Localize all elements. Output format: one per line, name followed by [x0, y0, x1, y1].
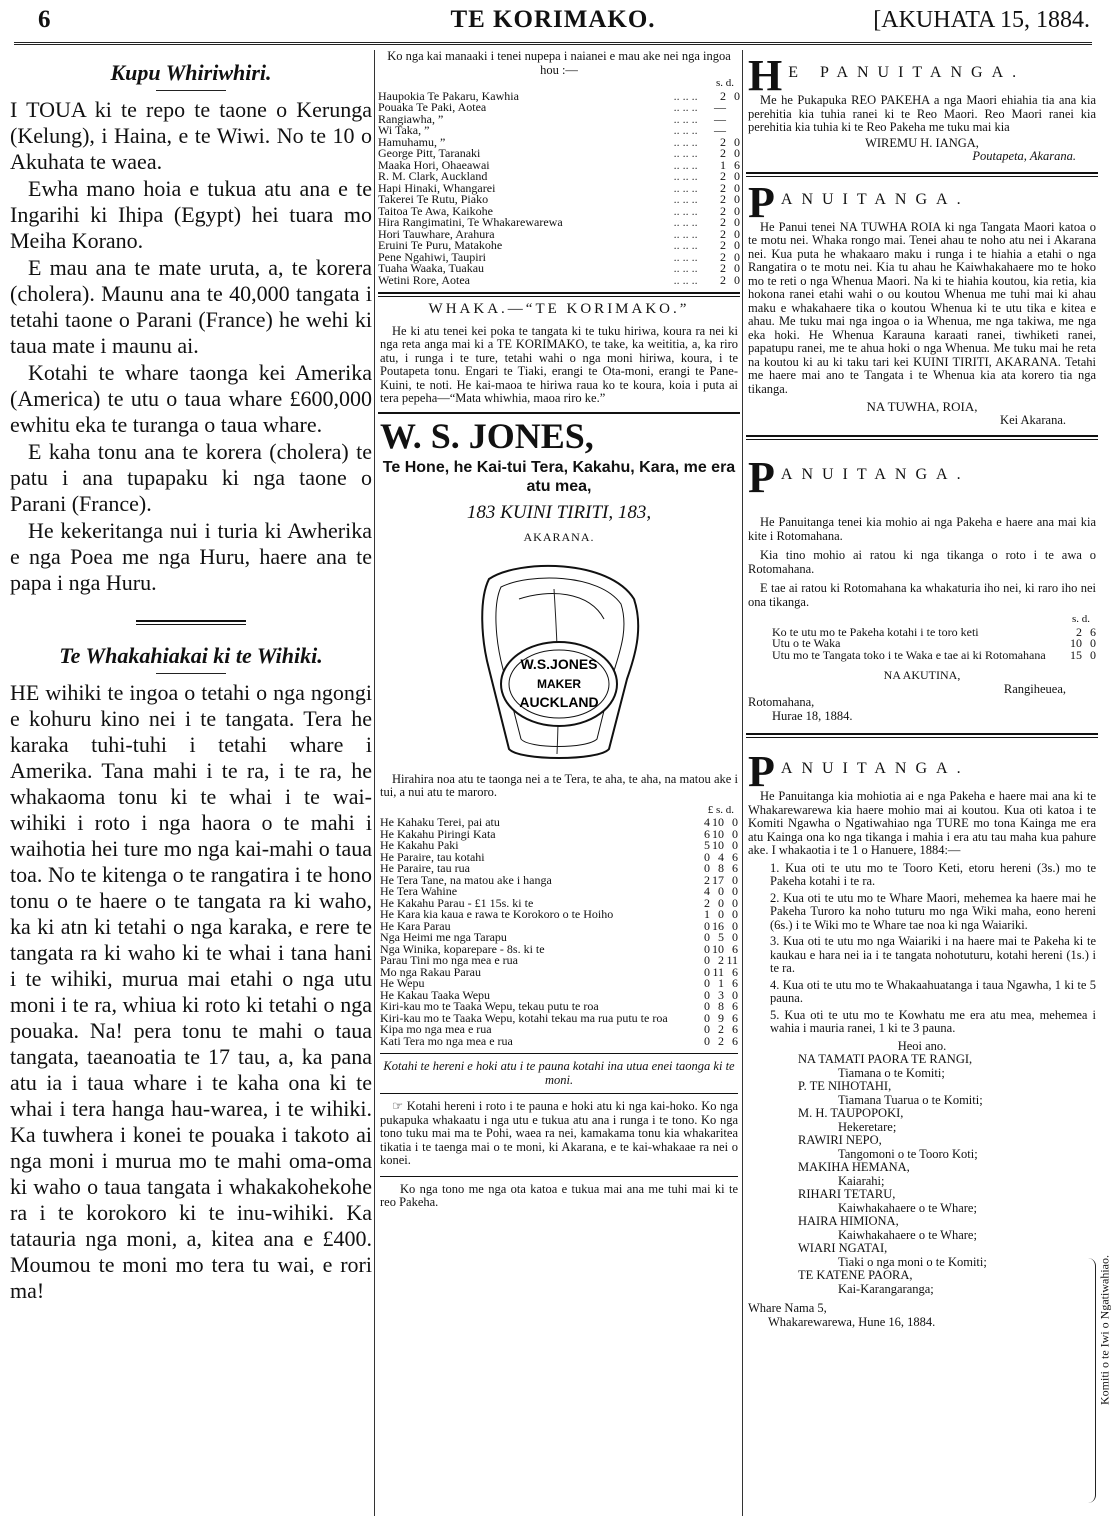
fare-item: Utu o te Waka [772, 636, 841, 650]
amount-shillings: 2 [720, 134, 726, 149]
advert-heading [748, 183, 1096, 221]
advert-heading [748, 752, 1096, 790]
drop-cap: P [748, 458, 775, 496]
paragraph: E kaha tonu ana te korera (cholera) te patu i ana tupapaku ki nga taone o Parani (France). [10, 439, 372, 516]
signatory-role: Kaiwhakahaere o te Whare; [838, 1227, 977, 1242]
amount-pence [726, 102, 740, 114]
order-note [380, 1100, 738, 1168]
rules-list [748, 862, 1096, 1036]
signatory-name: MAKIHA HEMANA, [798, 1160, 910, 1174]
signatories-brace [1088, 1258, 1096, 1503]
advert-paragraph: Kia tino mohio ai ratou ki nga tikanga o roto i te awa o Rotomahana. [748, 548, 1096, 576]
subscriber-name: Pouaka Te Paki, Aotea [378, 100, 487, 114]
price-pence: 0 [732, 907, 738, 921]
price-pence: 6 [732, 1010, 738, 1025]
paragraph: Ewha mano hoia e tukua atu ana e te Ingarihi ki Ihipa (Egypt) hei tuara mo Meiha Korano. [10, 176, 372, 253]
price-item: Parau Tini mo nga mea e rua [380, 953, 518, 967]
amount-shillings: 2 [720, 88, 726, 103]
advertiser-address: 183 KUINI TIRITI, 183, [466, 501, 652, 523]
fare-pence: 0 [1090, 647, 1096, 662]
advert-rotomahana [746, 458, 1098, 735]
leader-dots: .. .. .. [673, 238, 698, 252]
advert-title: ANUITANGA. [780, 190, 970, 208]
subscriber-name: Wetini Rore, Aotea [378, 272, 471, 287]
price-shillings: 9 [718, 1010, 724, 1025]
price-pence: 0 [732, 838, 738, 852]
signatory-role: Tiaki o nga moni o te Komiti; [838, 1254, 987, 1269]
advert-text: Me he Pukapuka REO PAKEHA a nga Maori ehiahia tia ana kia perehitia kia tuhia ranei ki te Reo Maori. Reo Maori ranei kia perehitia kia tuhia ki te Reo Pakeha me tuku mai kia [748, 93, 1096, 134]
table-row [378, 275, 740, 287]
advert-title: ANUITANGA. [780, 466, 970, 483]
signatory [798, 1134, 1056, 1161]
signatory [798, 1080, 1056, 1107]
signature-place: Poutapeta, Akarana. [972, 149, 1076, 163]
notice-text: He ki atu tenei kei poka te tangata ki te tuku hiriwa, koura ra nei ki nga reta anga mai ki a TE KORIMAKO, te take, ka weititia, a, ka riro atu, i runga i te ture, tetahi wahi o nga moni hiriwa, koura, i te Poutapeta tonu. Engari te Tiaki, erangi te Ota-moni, erangi te Pane-Kuini, te noti. He kai-maoa te hiriwa raua ko te koura, koia i puta ai tera pepeha—“Mata whiwhia, maoa riro ke.” [380, 323, 738, 405]
column-divider [374, 50, 375, 1516]
signatory-name: HAIRA HIMIONA, [798, 1214, 899, 1228]
fare-pence: 6 [1090, 624, 1096, 639]
price-shillings: 5 [718, 930, 724, 944]
amount-pence: 0 [734, 249, 740, 264]
divider [746, 437, 1098, 440]
leader-dots: .. .. .. [673, 192, 698, 206]
advert-text: He Panuitanga kia mohiotia ai e nga Pakeha e haere mai ana ki te Whakarewarewa kia haere mohio mai ai koutou. Kua oti katoa i te Komiti Ngawha o Ngatiwahiao nga TURE mo tona Kainga me era atu Kainga ona ko nga tikanga i mahia i era atu tau maha kua pahure ake. I whakaotia i te 1 o Hanuere, 1884:— [748, 789, 1096, 857]
advert-heading [748, 56, 1096, 94]
price-pence: 0 [732, 872, 738, 887]
committee-side-label: Komiti o te Iwi o Ngatiwahiao. [1097, 1255, 1112, 1405]
price-pounds: 2 [704, 895, 710, 910]
amount-pence: 0 [734, 169, 740, 183]
subscriber-name: Wi Taka, ” [378, 123, 430, 137]
signatory-name: NA TAMATI PAORA TE RANGI, [798, 1052, 973, 1066]
section-heading: Te Whakahiakai ki te Wihiki. [59, 643, 323, 668]
price-item: He Kakau Taaka Wepu [380, 987, 491, 1002]
signatory-role: Tangomoni o te Tooro Koti; [838, 1146, 978, 1161]
amount-pence: 0 [734, 226, 740, 241]
subscriber-name: Taitoa Te Awa, Kaikohe [378, 203, 493, 218]
price-pounds: 2 [704, 872, 710, 887]
drop-cap: P [748, 752, 775, 790]
advert-place: Rotomahana, [748, 695, 815, 709]
amount-pence: 0 [734, 192, 740, 206]
footer-note: Ko nga tono me nga ota katoa e tukua mai ana me tuhi mai ki te reo Pakeha. [380, 1181, 738, 1209]
signatory-name: P. TE NIHOTAHI, [798, 1079, 892, 1093]
signatory-role: Tiamana o te Komiti; [838, 1065, 945, 1080]
price-shillings: 10 [712, 838, 724, 852]
advert-heading [748, 458, 1096, 496]
price-shillings: 17 [712, 872, 724, 887]
price-shillings: 11 [712, 964, 724, 979]
paragraph: HE wihiki te ingoa o tetahi o nga ngongi e kohuru kino nei i te tangata. Tera he karaka tuhi-tuhi i tetahi whare i Amerika. Tana mahi i te ra, i te ra, he whakaoma tonu ki te whai i te wai-wihiki i roto i nga haora o te mahi i waihotia hei ture mo nga kai-mahi o taua toa. No te kitenga o te rangatira i te hono tonu o te haere o te tangata ra ki waho, ka ki atn ki tetahi o nga karaka, e rere te tangata ra ki waho ki te whai i tana hani i te wihiki, murua mai etahi o nga utu moni i te ra, whiua ki roto ki tetahi o nga pouaka. Na! pera tonu te mahi o taua tangata, taeanoatia te 17 tau, a, ka pana atu ia i taua whare i te kaha ona ki te whai i tera hanga hau-warea, i te wihiki. Ka tuwhera i konei te pouaka i takoto ai nga moni i murua mo te mahi oma-oma ki waho o taua tangata i whakakohekohe ra i te korokoro ki te inu-wihiki. Ka tatauria nga moni, a, kitea ana e £400. Moumou te moni mo tera tu wai, e rori ma! [10, 680, 372, 1303]
subscriber-name: Eruini Te Puru, Matakohe [378, 238, 503, 252]
price-pounds: 6 [704, 826, 710, 841]
table-row [380, 967, 738, 979]
leader-dots: .. .. .. [673, 180, 698, 195]
subscriber-name: Takerei Te Rutu, Piako [378, 192, 489, 206]
price-item: He Paraire, tau rua [380, 861, 470, 875]
advert-whakarewarewa [746, 752, 1098, 1329]
signatory-name: WIARI NGATAI, [798, 1241, 888, 1255]
signatory-name: M. H. TAUPOPOKI, [798, 1106, 904, 1120]
price-pounds: 0 [704, 999, 710, 1013]
price-item: He Tera Wahine [380, 884, 458, 898]
price-shillings: 2 [718, 1022, 724, 1036]
signature-place: Kei Akarana. [1000, 412, 1066, 427]
signatory-name: RAWIRI NEPO, [798, 1133, 882, 1147]
price-pounds: 0 [704, 1033, 710, 1048]
table-row [772, 650, 1096, 662]
signatory [798, 1161, 1056, 1188]
fare-shillings: 10 [1070, 636, 1082, 650]
amount-shillings: 2 [720, 203, 726, 218]
price-pounds: 0 [704, 941, 710, 956]
price-unit: £ s. d. [707, 803, 734, 816]
rule-item: 4. Kua oti te utu mo te Whakaahuatanga i taua Ngawha, 1 ki te 5 pauna. [770, 977, 1096, 1005]
amount-pence: 0 [734, 146, 740, 160]
fare-table [772, 624, 1096, 662]
amount-pence: 0 [734, 180, 740, 195]
article-body [10, 680, 372, 1304]
price-pence: 0 [732, 930, 738, 944]
advert-place: Whare Nama 5, [748, 1301, 827, 1315]
leader-dots: .. .. .. [673, 88, 698, 103]
section-heading: Kupu Whiriwhiri. [110, 60, 272, 85]
saddle-stamp-line: AUCKLAND [519, 693, 599, 710]
leader-dots: .. .. .. [673, 111, 698, 126]
price-shillings: 0 [718, 895, 724, 910]
divider [380, 1176, 738, 1177]
masthead [14, 4, 1092, 40]
signatory [798, 1269, 1056, 1296]
subscriber-name: Rangiawha, ” [378, 111, 444, 126]
price-item: Kiri-kau mo te Taaka Wepu, kotahi tekau ma rua putu te roa [380, 1010, 668, 1025]
price-item: Kiri-kau mo te Taaka Wepu, tekau putu te roa [380, 999, 599, 1013]
signatory [798, 1215, 1056, 1242]
signature-place: Rangiheuea, [1003, 681, 1066, 696]
signatory-role: Kaiarahi; [838, 1173, 885, 1188]
subscriber-name: Hamuhamu, ” [378, 134, 446, 149]
signatory-name: RIHARI TETARU, [798, 1187, 896, 1201]
paragraph: He kekeritanga nui i turia ki Awherika e nga Poea me nga Huru, haere ana te papa i nga Huru. [10, 518, 372, 595]
signature-name: NA TUWHA, ROIA, [866, 399, 978, 414]
amount-pence: 0 [734, 203, 740, 218]
leader-dots: .. .. .. [673, 146, 698, 160]
price-pence: 0 [732, 826, 738, 841]
signature-name: WIREMU H. IANGA, [865, 135, 979, 150]
rule-item: 5. Kua oti te utu mo te Kowhatu me era atu mea, mehemea i wahia i mauria ranei, 1 ki te 3 pauna. [770, 1007, 1096, 1035]
price-pence: 6 [732, 1022, 738, 1036]
leader-dots: .. .. .. [673, 157, 698, 172]
amount-shillings: 2 [720, 169, 726, 183]
price-pounds: 0 [704, 976, 710, 990]
order-note-text: Kotahi hereni i roto i te pauna e hoki atu ki nga kai-hoko. Ko nga pukapuka whakaatu i nga utu e tukua atu ana i runga i te tono. Ko nga tono tuku mai ma te Pohi, waea ra nei, kamakama tonu kia whakaritea tikatia i te taenga mai o te moni, ki Akarana, e te kai-whakaae ra nei o konei. [380, 1099, 739, 1167]
amount-pence: 0 [734, 272, 740, 287]
advertiser-name: W. S. JONES, [380, 415, 594, 456]
notice-title: WHAKA.—“TE KORIMAKO.” [428, 301, 690, 317]
price-pounds: 0 [704, 861, 710, 875]
price-pence: 0 [732, 895, 738, 910]
price-item: Kati Tera mo nga mea e rua [380, 1033, 513, 1048]
leader-dots: .. .. .. [673, 134, 698, 149]
price-item: He Tera Tane, na matou ake i hanga [380, 872, 552, 887]
leader-dots: .. .. .. [673, 123, 698, 137]
advert-paragraph: E tae ai ratou ki Rotomahana ka whakaturia iho nei, ki raro iho nei ona tikanga. [748, 581, 1096, 609]
amount-shillings: 2 [720, 249, 726, 264]
subscriber-name: Hori Tauwhare, Arahura [378, 226, 495, 241]
leader-dots: .. .. .. [673, 272, 698, 287]
amount-shillings: 2 [720, 215, 726, 229]
price-pence: 6 [732, 964, 738, 979]
advertiser-trade: Te Hone, he Kai-tui Tera, Kakahu, Kara, me era atu mea, [382, 458, 736, 495]
price-pounds: 0 [704, 918, 710, 933]
divider [380, 1053, 738, 1054]
advert-date: Whakarewarewa, Hune 16, 1884. [768, 1314, 936, 1329]
price-pence: 0 [732, 815, 738, 829]
divider [380, 1093, 738, 1094]
leader-dots: .. .. .. [673, 215, 698, 229]
table-row [380, 1036, 738, 1048]
pointing-hand-icon: ☞ [392, 1099, 404, 1113]
price-shillings: 2 [718, 953, 724, 967]
signatory-role: Kai-Karangaranga; [838, 1281, 934, 1296]
closing: Heoi ano. [897, 1038, 947, 1053]
price-item: He Kakahu Parau - £1 15s. ki te [380, 895, 534, 910]
paragraph: I TOUA ki te repo te taone o Kerunga (Kelung), i Haina, e te Wiwi. No te 10 o Akuhata te waea. [10, 97, 372, 174]
amount-pence: 6 [734, 157, 740, 172]
leader-dots: .. .. .. [673, 261, 698, 275]
signatory-role: Hekeretare; [838, 1119, 897, 1134]
amount-shillings: — [714, 100, 726, 114]
amount-pence: 0 [734, 215, 740, 229]
price-pounds: 1 [704, 907, 710, 921]
rule-item: 3. Kua oti te utu mo nga Waiariki i na haere mai te Pakeha ki te kaukau e hara nei ia i te tangata nohotuturu, kotahi hereni (1s.) i te ra. [770, 934, 1096, 975]
fare-shillings: 2 [1076, 624, 1082, 639]
divider [156, 90, 226, 91]
advert-title: E PANUITANGA. [788, 64, 1026, 81]
leader-dots: .. .. .. [673, 169, 698, 183]
price-shillings: 3 [718, 987, 724, 1002]
price-pence: 11 [726, 953, 738, 967]
price-shillings: 8 [718, 999, 724, 1013]
column-1 [10, 50, 372, 1516]
price-item: Kipa mo nga mea e rua [380, 1022, 492, 1036]
advert-title: ANUITANGA. [780, 760, 970, 777]
paragraph: Kotahi te whare taonga kei Amerika (America) te utu o taua whare £600,000 ewhitu eka te turanga o taua whare. [10, 360, 372, 437]
rule-item: 2. Kua oti te utu mo te Whare Maori, mehemea ka haere mai he Pakeha Turoro ka noho tuturu mo nga Wiki maha, eono hereni (6s.) i te Wiki mo te Whare tae noa ki nga Waiariki. [770, 890, 1096, 932]
price-shillings: 10 [712, 815, 724, 829]
price-shillings: 0 [718, 884, 724, 898]
price-item: He Kakahu Piringi Kata [380, 826, 496, 841]
fare-pence: 0 [1090, 636, 1096, 650]
divider [136, 620, 246, 625]
leader-dots: .. .. .. [673, 100, 698, 114]
subscriber-list [378, 50, 740, 294]
divider [378, 294, 740, 297]
price-shillings: 1 [718, 976, 724, 990]
price-shillings: 16 [712, 918, 724, 933]
price-item: He Kara kia kaua e rawa te Korokoro o te Hoiho [380, 907, 614, 921]
price-pence: 6 [732, 976, 738, 990]
subscriber-intro: Ko nga kai manaaki i tenei nupepa i naianei e mau ake nei nga ingoa hou :— [387, 50, 731, 77]
amount-shillings: 2 [720, 238, 726, 252]
amount-shillings: 2 [720, 261, 726, 275]
amount-shillings: — [714, 123, 726, 137]
signatory-role: Kaiwhakahaere o te Whare; [838, 1200, 977, 1215]
advert-text: He Panui tenei NA TUWHA ROIA ki nga Tangata Maori katoa o te motu nei. Whaka rongo mai. Tenei ahau te noho atu nei i Akarana nei. Kua puta he whakaaro maku i runga i te hiahia a etahi o nga Rangatira o te motu nei. Kia tu ahau he Kaiwhakahaere mo te hoko mo te reti o nga Whenua Maori. Na ki te hiahia koutou, kia retia, kia hokona ranei etahi wahi o ou koutou Whenua me tuhi mai ki ahau maku e whakahaere tika o koutou Whenua ki te utu tika e kitea e ahau. Me tuku mai nga ingoa o ia Whenua, me nga takiwa, me nga eka hoki. He Whenua Karauna karaati ranei, tiwhiketi ranei, papatupu ranei, me te ahua hoki o nga Whenua. Me tuku mai he reta na koutou ki au ki taku tari kei KUINI TIRITI, AKARANA. Tetahi me haere mai ano te Tangata i te Whenua kia ata korero tia nga tikanga. [748, 219, 1096, 396]
amount-shillings: 2 [720, 272, 726, 287]
price-table [380, 817, 738, 1047]
price-pence: 6 [732, 861, 738, 875]
column-3 [746, 50, 1098, 1516]
subscriber-name: Maaka Hori, Ohaeawai [378, 157, 490, 172]
fare-shillings: 15 [1070, 647, 1082, 662]
leader-dots: .. .. .. [673, 249, 698, 264]
price-pence: 6 [732, 941, 738, 956]
price-pence: 0 [732, 918, 738, 933]
price-shillings: 2 [718, 1033, 724, 1048]
price-item: Nga Winika, koparepare - 8s. ki te [380, 941, 545, 956]
divider [156, 673, 226, 674]
price-pence: 6 [732, 849, 738, 864]
jones-advertisement [378, 415, 740, 1210]
price-item: He Kahaku Terei, pai atu [380, 815, 500, 829]
price-pence: 6 [732, 1033, 738, 1048]
subscriber-name: Pene Ngahiwi, Taupiri [378, 249, 486, 264]
price-pounds: 0 [704, 849, 710, 864]
refund-note: Kotahi te hereni e hoki atu i te pauna kotahi ina utua enei taonga ki te moni. [383, 1059, 735, 1087]
price-pounds: 0 [704, 964, 710, 979]
price-item: Mo nga Rakau Parau [380, 964, 481, 979]
price-pounds: 4 [704, 815, 710, 829]
fare-item: Ko te utu mo te Pakeha kotahi i te toro keti [772, 624, 979, 639]
price-pence: 6 [732, 999, 738, 1013]
signatory-name: TE KATENE PAORA, [798, 1268, 913, 1282]
signature-name: NA AKUTINA, [883, 668, 961, 682]
advert-tuwha-roia [746, 183, 1098, 438]
price-item: He Kakahu Paki [380, 838, 459, 852]
price-item: Nga Heimi me nga Tarapu [380, 930, 507, 944]
price-shillings: 10 [712, 826, 724, 841]
price-pounds: 5 [704, 838, 710, 852]
subscriber-name: R. M. Clark, Auckland [378, 169, 488, 183]
news-briefs [10, 97, 372, 596]
subscriber-name: George Pitt, Taranaki [378, 146, 481, 160]
price-pounds: 0 [704, 987, 710, 1002]
amount-pence: 0 [734, 134, 740, 149]
price-shillings: 8 [718, 861, 724, 875]
page-number: 6 [38, 6, 51, 33]
price-item: He Paraire, tau kotahi [380, 849, 485, 864]
advert-paragraph: He Panuitanga tenei kia mohio ai nga Pakeha e haere ana mai kia kite i Rotomahana. [748, 515, 1096, 543]
signatories-list [748, 1053, 1096, 1296]
saddle-illustration [459, 549, 659, 769]
amount-shillings: 2 [720, 146, 726, 160]
price-item: He Wepu [380, 976, 425, 990]
saddle-stamp-line: MAKER [537, 676, 581, 691]
advertiser-city: AKARANA. [523, 529, 595, 544]
subscriber-name: Tuaha Waaka, Tuakau [378, 261, 485, 275]
signatory [798, 1107, 1056, 1134]
masthead-rule [14, 42, 1092, 46]
advertiser-description: Hirahira noa atu te taonga nei a te Tera, te aha, te aha, na matou ake i tui, a nui atu te maroro. [380, 771, 738, 799]
signatory [798, 1242, 1056, 1269]
signatory-role: Tiamana Tuarua o te Komiti; [838, 1092, 983, 1107]
amount-shillings: 1 [720, 157, 726, 172]
amount-shillings: 2 [720, 192, 726, 206]
fare-item: Utu mo te Tangata toko i te Waka e tae ai ki Rotomahana [772, 647, 1046, 662]
price-item: He Kara Parau [380, 918, 451, 933]
amount-pence: 0 [734, 88, 740, 103]
subscriber-name: Hapi Hinaki, Whangarei [378, 180, 496, 195]
price-pounds: 0 [704, 1010, 710, 1025]
divider [746, 735, 1098, 738]
leader-dots: .. .. .. [673, 226, 698, 241]
amount-shillings: 2 [720, 180, 726, 195]
paragraph: E mau ana te mate uruta, a, te korera (cholera). Maunu ana te 40,000 tangata i tetahi taone o Parani (France) he wehi ki taua mate i maunu ai. [10, 255, 372, 358]
price-pounds: 4 [704, 884, 710, 898]
fare-unit: s. d. [1071, 613, 1090, 625]
signatory [798, 1053, 1056, 1080]
signatory [798, 1188, 1056, 1215]
price-pounds: 0 [704, 930, 710, 944]
whaka-notice [378, 303, 740, 414]
drop-cap: P [748, 182, 775, 221]
amount-shillings: 2 [720, 226, 726, 241]
newspaper-title: TE KORIMAKO. [450, 6, 656, 33]
issue-date: [AKUHATA 15, 1884. [873, 7, 1090, 33]
subscriber-unit: s. d. [715, 77, 734, 89]
price-pounds: 0 [704, 953, 710, 967]
price-pence: 0 [732, 987, 738, 1002]
amount-pence: 0 [734, 261, 740, 275]
column-divider [742, 50, 743, 1516]
price-shillings: 0 [718, 907, 724, 921]
price-pounds: 0 [704, 1022, 710, 1036]
price-pence: 0 [732, 884, 738, 898]
column-2 [378, 50, 740, 1516]
subscriber-name: Hira Rangimatini, Te Whakarewarewa [378, 215, 563, 229]
amount-pence [726, 114, 740, 126]
divider [746, 174, 1098, 177]
rule-item: 1. Kua oti te utu mo te Tooro Keti, etoru hereni (3s.) mo te Pakeha kotahi i te ra. [770, 860, 1096, 888]
drop-cap: H [748, 56, 783, 94]
subscriber-table [378, 88, 740, 287]
leader-dots: .. .. .. [673, 203, 698, 218]
advert-date: Hurae 18, 1884. [772, 708, 853, 723]
price-shillings: 4 [718, 849, 724, 864]
subscriber-name: Haupokia Te Pakaru, Kawhia [378, 88, 519, 103]
amount-pence: 0 [734, 238, 740, 252]
advert-reo-pakeha [746, 56, 1098, 174]
price-shillings: 10 [712, 941, 724, 956]
amount-shillings: — [714, 111, 726, 126]
saddle-stamp-line: W.S.JONES [520, 655, 598, 672]
